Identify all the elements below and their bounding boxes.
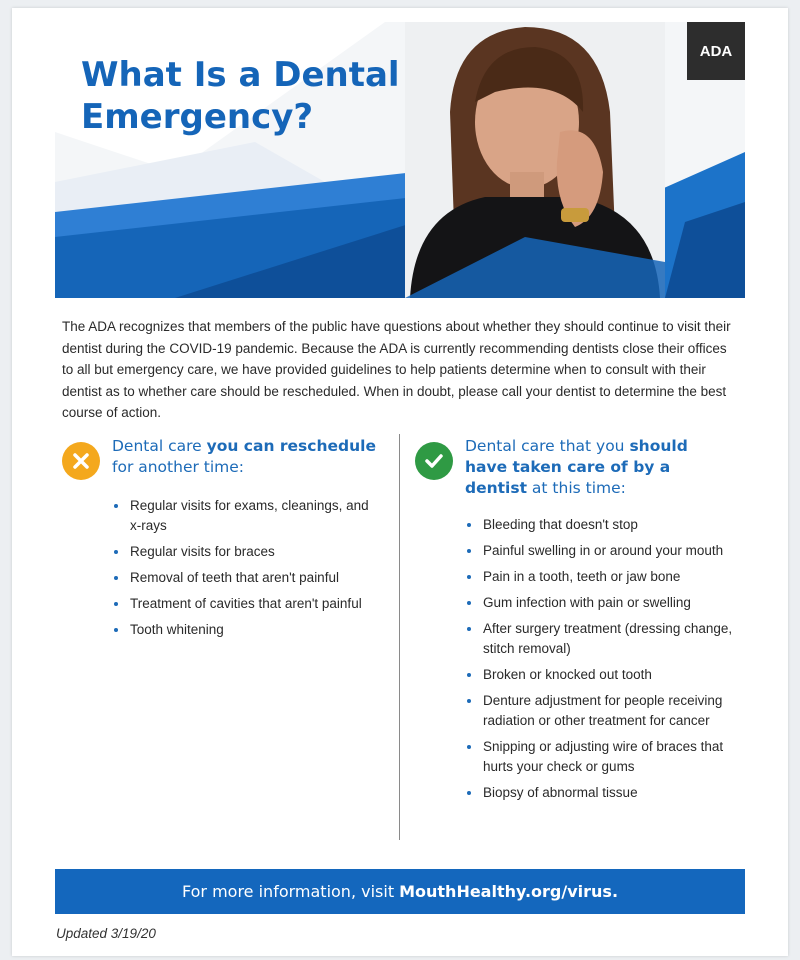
reschedule-list <box>62 496 382 640</box>
emergency-column <box>415 436 735 809</box>
page-title: What Is a Dental Emergency? <box>81 55 400 137</box>
footer-link[interactable]: MouthHealthy.org/virus. <box>399 882 619 901</box>
intro-paragraph: The ADA recognizes that members of the public have questions about whether they should continue to visit their dentist during the COVID-19 pandemic. Because the ADA is currently recommending dentists close their offices to all but emergency care, we have provided guidelines to help patients determine when to consult with their dentist as to whether care should be rescheduled. When in doubt, please call your dentist to determine the best course of action. <box>62 319 731 420</box>
heading-text: Dental care <box>112 437 207 455</box>
hero-banner <box>55 22 745 298</box>
emergency-list <box>415 515 735 803</box>
woman-photo <box>405 22 665 298</box>
list-item: Biopsy of abnormal tissue <box>465 783 735 803</box>
heading-text: Dental care that you <box>465 437 630 455</box>
reschedule-heading <box>112 436 382 478</box>
ada-logo: ADA <box>687 22 745 80</box>
footer-banner <box>55 869 745 914</box>
list-item: Denture adjustment for people receiving radiation or other treatment for cancer <box>465 691 735 731</box>
list-item: Regular visits for exams, cleanings, and x-rays <box>112 496 382 536</box>
list-item: Removal of teeth that aren't painful <box>112 568 382 588</box>
list-item: Pain in a tooth, teeth or jaw bone <box>465 567 735 587</box>
list-item: Treatment of cavities that aren't painful <box>112 594 382 614</box>
list-item: Broken or knocked out tooth <box>465 665 735 685</box>
list-item: Regular visits for braces <box>112 542 382 562</box>
checkmark-icon <box>415 442 453 480</box>
reschedule-column <box>62 436 382 646</box>
list-item: Bleeding that doesn't stop <box>465 515 735 535</box>
heading-text: at this time: <box>527 479 626 497</box>
heading-emphasis: you can reschedule <box>206 437 376 455</box>
list-item: After surgery treatment (dressing change, stitch removal) <box>465 619 735 659</box>
footer-text: For more information, visit <box>181 882 395 901</box>
x-icon <box>62 442 100 480</box>
list-item: Snipping or adjusting wire of braces that hurts your check or gums <box>465 737 735 777</box>
emergency-heading <box>465 436 735 499</box>
list-item: Tooth whitening <box>112 620 382 640</box>
updated-date: Updated 3/19/20 <box>56 926 156 941</box>
heading-text: for another time: <box>112 458 245 476</box>
column-divider <box>399 434 400 840</box>
heading-emphasis: should have taken care of by a dentist <box>465 437 688 497</box>
list-item: Gum infection with pain or swelling <box>465 593 735 613</box>
list-item: Painful swelling in or around your mouth <box>465 541 735 561</box>
